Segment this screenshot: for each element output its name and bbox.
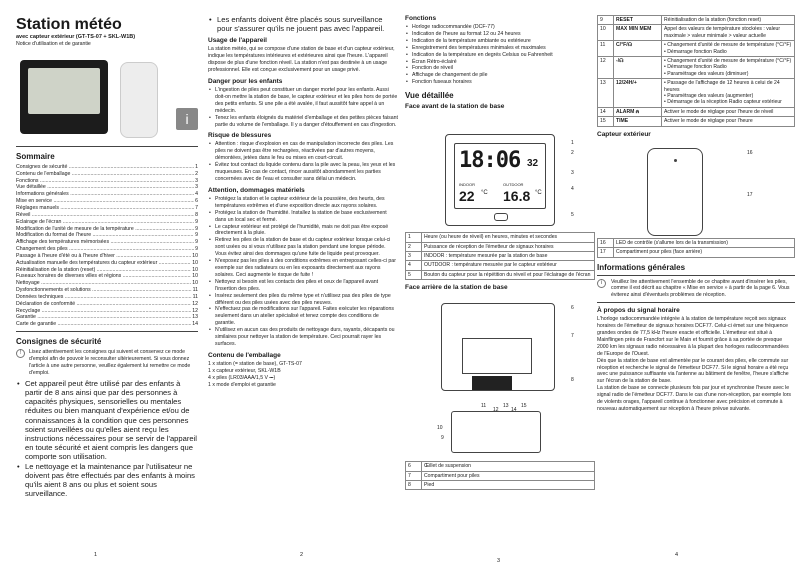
toc-entry: [16, 280, 198, 287]
damage-title: Attention, dommages matériels: [208, 186, 305, 194]
bullet-item: • Le nettoyage et la maintenance par l'utilisateur ne doivent pas être effectués par des enfants à moins qu'ils aient 8 ans ou plus et soient sous surveillance.: [16, 462, 198, 499]
toc-entry-page: 8: [195, 211, 198, 218]
safety-note-text: Lisez attentivement les consignes qui suivent et conservez ce mode d'emploi afin de pouvoir le reconsulter ultérieurement. Si vous donnez l'article à une autre personne, veuillez également lui remettre ce mode d'emploi.: [29, 349, 191, 376]
bullet-item: • Protégez la station de l'humidité. Installez la station de base exclusivement dans un local sec et fermé.: [208, 210, 398, 224]
toc-entry: [16, 184, 198, 191]
warning-icon: !: [16, 349, 25, 358]
callout-1: 1: [571, 140, 574, 147]
bullet-item: • Nettoyez si besoin est les contacts des piles et ceux de l'appareil avant l'insertion des piles.: [208, 279, 398, 293]
toc-entry-page: 10: [192, 280, 198, 287]
front-diagram: [405, 112, 595, 230]
table-row: [598, 25, 795, 41]
bullet-item: • N'utilisez en aucun cas des produits de nettoyage durs, rayants, décapants ou similaires pour nettoyer la station de température. Ceci pourrait rayer les surfaces.: [208, 327, 398, 348]
toc-entry-name: Données techniques .....: [16, 294, 192, 301]
view-title: Vue détaillée: [405, 91, 454, 101]
toc-entry-name: Contenu de l'emballage .....: [16, 171, 194, 178]
doc-title: Station météo: [16, 16, 122, 33]
table-row: [406, 471, 595, 480]
toc-entry-page: 12: [192, 300, 198, 307]
battery-compartment: [462, 338, 532, 374]
bullet-item: • Protégez la station et le capteur extérieur de la poussière, des heurts, des températures extrêmes et d'une exposition directe aux rayons solaires.: [208, 196, 398, 210]
row-description: Compartiment pour piles (face arrière): [614, 248, 795, 257]
signal-title: À propos du signal horaire: [597, 307, 680, 315]
toc-entry-page: 10: [192, 259, 198, 266]
toc-entry-name: Déclaration de conformité .....: [16, 301, 191, 308]
toc-entry-page: 10: [192, 273, 198, 280]
table-row: [406, 251, 595, 260]
contents-item: 1 x capteur extérieur, SKL-W1B: [208, 367, 281, 374]
outdoor-label: OUTDOOR: [503, 182, 524, 188]
indoor-label: INDOOR: [459, 182, 475, 188]
row-number: 11: [598, 41, 614, 57]
toc-entry: [16, 314, 198, 321]
signal-paragraph-1: L'horloge radiocommandée intégrée à la station de température reçoit ses signaux horaires de l'émetteur de signaux horaires DCF77. Celui-ci émet sur une fréquence grandes ondes de 77,5 kHz l'heure exacte et officielle. L'émetteur est situé à Mainflingen près de Francfort sur le Main et fournit grâce à sa portée de presque 2000 km les signaux radio nécessaires à la plupart des horloges radiocommandées de l'Europe de l'Ouest.: [597, 316, 789, 357]
bullet-item: • Indication de la température ambiante ou extérieure: [405, 38, 595, 45]
toc-entry-page: 2: [195, 170, 198, 177]
page-1-column: [16, 0, 198, 567]
row-number: 8: [406, 481, 422, 490]
toc-entry-page: 9: [195, 246, 198, 253]
row-description: [662, 16, 795, 25]
toc-entry-page: 9: [195, 239, 198, 246]
row-number: 7: [406, 471, 422, 480]
callout-2: 2: [571, 150, 574, 157]
injury-title: Risque de blessures: [208, 132, 272, 140]
toc-entry-name: Fonctions .....: [16, 178, 194, 185]
lcd-screen: [454, 143, 546, 209]
callout-12: 12: [493, 407, 499, 414]
toc-entry-page: 9: [195, 232, 198, 239]
functions-title: Fonctions: [405, 15, 437, 22]
row-number: 14: [598, 107, 614, 116]
stand-foot: [472, 376, 512, 390]
info-title: Informations générales: [597, 262, 686, 272]
row-description: Œillet de suspension: [422, 462, 595, 471]
row-description: [662, 41, 795, 57]
row-description-line: Activer le mode de réglage pour l'heure: [664, 118, 753, 125]
row-number: 10: [598, 25, 614, 41]
callout-8: 8: [571, 377, 574, 384]
toc-entry: [16, 232, 198, 239]
contents-item: 1 x station (= station de base), GT-TS-07: [208, 360, 302, 367]
toc-entry-name: Garantie .....: [16, 314, 191, 321]
row-key: ALARM ⍾: [614, 107, 662, 116]
row-description-line: Activer le mode de réglage pour l'heure de réveil: [664, 108, 774, 115]
toc-entry: [16, 246, 198, 253]
back-diagram: [405, 293, 595, 461]
seconds-display: 32: [527, 158, 539, 170]
bullet-item: • Indication de la température en degrés Celsius ou Fahrenheit: [405, 52, 595, 59]
row-number: 17: [598, 248, 614, 257]
page-number: 2: [300, 552, 304, 558]
injury-bullets: [208, 141, 398, 182]
row-description-line: • Passage de l'affichage de 12 heures à celui de 24 heures: [664, 80, 780, 93]
toc-entry-page: 1: [195, 163, 198, 170]
indoor-temp: 22: [459, 188, 475, 205]
row-description: OUTDOOR : température mesurée par le capteur extérieur: [422, 261, 595, 270]
children-title: Danger pour les enfants: [208, 78, 283, 86]
outdoor-unit: °C: [535, 190, 542, 197]
table-row: [406, 233, 595, 242]
back-title: Face arrière de la station de base: [405, 284, 508, 292]
row-number: 3: [406, 251, 422, 260]
toc-entry: [16, 164, 198, 171]
callout-6: 6: [571, 305, 574, 312]
bullet-item: • Fonction de réveil: [405, 65, 595, 72]
toc-entry-page: 9: [195, 225, 198, 232]
toc-entry-page: 7: [195, 204, 198, 211]
toc-entry-name: Actualisation manuelle des températures du capteur extérieur .....: [16, 260, 191, 267]
contents-title: Contenu de l'emballage: [208, 351, 281, 359]
bullet-item: • N'exposez pas les piles à des conditions extrêmes en entreposant celles-ci par exemple sur des radiateurs ou en les exposants directement aux rayons solaires. Ceci augmente le risque de fuite !: [208, 258, 398, 279]
row-number: 6: [406, 462, 422, 471]
sommaire-title: Sommaire: [16, 151, 55, 161]
toc-entry-name: Éclairage de l'écran .....: [16, 219, 194, 226]
bullet-item: • Insérez seulement des piles du même type et n'utilisez pas des piles de type différent ou des piles usées avec des piles neuves.: [208, 293, 398, 307]
table-of-contents: [16, 164, 198, 328]
toc-entry-name: Fuseaux horaires de diverses villes et régions .....: [16, 273, 191, 280]
bullet-item: • Enregistrement des températures minimales et maximales: [405, 45, 595, 52]
row-description: Puissance de réception de l'émetteur de signaux horaires: [422, 242, 595, 251]
safety-note: [16, 349, 198, 377]
led-dot: [674, 159, 677, 162]
toc-entry: [16, 253, 198, 260]
row-description-line: Appel des valeurs de température stockées : valeur maximale > valeur minimale > valeur actuelle: [664, 26, 781, 39]
toc-entry: [16, 260, 198, 267]
toc-entry-page: 9: [195, 218, 198, 225]
table-row: [598, 248, 795, 257]
toc-entry-name: Modification de l'unité de mesure de la température .....: [16, 226, 194, 233]
contents-item: 1 x mode d'emploi et garantie: [208, 381, 276, 388]
table-row: [406, 261, 595, 270]
indoor-unit: °C: [481, 190, 488, 197]
table-row: [598, 107, 795, 116]
front-title: Face avant de la station de base: [405, 103, 505, 111]
bullet-item: • Attention : risque d'explosion en cas de manipulation incorrecte des piles. Les piles ne doivent pas être rechargées, réactivées par d'autres moyens, démontées, jetées dans le feu ou mises en court-circuit.: [208, 141, 398, 162]
callout-7: 7: [571, 333, 574, 340]
bullet-item: • Fonction fuseaux horaires: [405, 79, 595, 86]
table-row: [598, 16, 795, 25]
station-front-outline: [445, 134, 555, 226]
outdoor-temp: 16.8: [503, 188, 531, 205]
toc-entry-page: 10: [192, 266, 198, 273]
outdoor-sensor-illustration: [120, 62, 158, 138]
functions-list: [405, 24, 595, 86]
safety-bullets: [16, 379, 198, 499]
toc-entry-name: Vue détaillée .....: [16, 184, 194, 191]
row-number: 1: [406, 233, 422, 242]
row-number: 16: [598, 238, 614, 247]
toc-entry-page: 12: [192, 307, 198, 314]
sensor-diagram: [597, 140, 795, 238]
toc-entry-name: Réinitialisation de la station (reset) .....: [16, 267, 191, 274]
row-description-line: • Changement d'unité de mesure de température (°C/°F): [664, 42, 792, 49]
row-key: MAX MIN MEM: [614, 25, 662, 41]
toc-entry-name: Réglages manuels .....: [16, 205, 194, 212]
toc-entry: [16, 198, 198, 205]
row-description: Bouton du capteur pour la répétition du réveil et pour l'éclairage de l'écran: [422, 270, 595, 279]
toc-entry: [16, 219, 198, 226]
row-number: 12: [598, 57, 614, 79]
sensor-legend-table: [597, 238, 795, 258]
row-description-line: • Paramétrage des valeurs (augmenter): [664, 93, 754, 100]
toc-entry-name: Affichage des températures mémorisées .....: [16, 239, 194, 246]
toc-entry-name: Réveil .....: [16, 212, 194, 219]
info-icon: i: [176, 108, 198, 130]
callout-13: 13: [503, 403, 509, 410]
bullet-item: • Écran Rétro-éclairé: [405, 59, 595, 66]
callout-3: 3: [571, 170, 574, 177]
row-number: 4: [406, 261, 422, 270]
snooze-button: [494, 213, 508, 221]
row-description-line: • Démarrage fonction Radio: [664, 48, 727, 55]
page-number: 1: [94, 552, 98, 558]
toc-entry-page: 6: [195, 198, 198, 205]
row-description: Heure (ou heure de réveil) en heures, minutes et secondes: [422, 233, 595, 242]
front-legend-table: [405, 232, 595, 280]
toc-entry-name: Dysfonctionnements et solutions .....: [16, 287, 192, 294]
row-description-line: • Paramétrage des valeurs (diminuer): [664, 70, 749, 77]
page-number: 3: [497, 558, 501, 564]
row-description: [662, 25, 795, 41]
toc-entry: [16, 273, 198, 280]
row-key: RESET: [614, 16, 662, 25]
children-bullets: [208, 87, 398, 128]
safety-title: Consignes de sécurité: [16, 337, 102, 347]
sensor-outline: [647, 148, 703, 236]
row-number: 5: [406, 270, 422, 279]
toc-entry: [16, 226, 198, 233]
callout-16: 16: [747, 149, 753, 156]
bullet-item: • Indication de l'heure au format 12 ou 24 heures: [405, 31, 595, 38]
toc-entry-name: Informations générales .....: [16, 191, 194, 198]
row-description: INDOOR : température mesurée par la station de base: [422, 251, 595, 260]
bullet-item: • Tenez les enfants éloignés du matériel d'emballage et des petites pièces faisant partie du volume de l'emballage. Il y a danger d'étouffement en cas d'ingestion.: [208, 115, 398, 129]
signal-paragraph-2: Dès que la station de base est alimentée par le courant des piles, elle commute sur réception et recherche le signal de l'émetteur DCF77. Si le signal horaire a été reçu avec une puissance suffisante via l'antenne au bâtiment de fenêtre, l'heure s'affiche sur l'écran de la station de base.: [597, 357, 789, 385]
toc-entry-page: 11: [192, 293, 198, 300]
sensor-title: Capteur extérieur: [597, 130, 651, 138]
toc-entry: [16, 294, 198, 301]
table-row: [406, 270, 595, 279]
bullet-item: • Évitez tout contact du liquide contenu dans la pile avec la peau, les yeux et les muqueuses. En cas de contact, rincer aussitôt abondamment les parties concernées avec de l'eau et consulter sans délai un médecin.: [208, 162, 398, 183]
page-2-column: [208, 0, 398, 567]
buttons-table: [597, 15, 795, 127]
bullet-item: • L'ingestion de piles peut constituer un danger mortel pour les enfants. Aussi doit-on mettre la station de base, le capteur extérieur et les piles hors de portée des petits enfants. Si une pile a été avalée, il faut aussitôt faire appel à un médecin.: [208, 87, 398, 115]
toc-entry: [16, 191, 198, 198]
toc-entry-name: Changement des piles .....: [16, 246, 194, 253]
buttons-panel: [451, 411, 541, 453]
row-key: 12/24H/+: [614, 79, 662, 108]
bullet-item: • Retirez les piles de la station de base et du capteur extérieur lorsque celui-ci sont usées ou si vous n'utilisez pas la station pendant une longue période. Vous évitez ainsi des dommages qu'une fuite de liquide peut provoquer.: [208, 237, 398, 258]
contents-list: [208, 361, 398, 389]
toc-entry-name: Mise en service .....: [16, 198, 194, 205]
row-description: LED de contrôle (s'allume lors de la transmission): [614, 238, 795, 247]
callout-14: 14: [511, 407, 517, 414]
toc-entry-name: Carte de garantie .....: [16, 321, 191, 328]
page-3-column: [405, 0, 595, 567]
weather-station-illustration: [20, 60, 108, 134]
table-row: [598, 79, 795, 108]
row-number: 9: [598, 16, 614, 25]
toc-entry-name: Recyclage .....: [16, 308, 191, 315]
page-4-column: [597, 0, 795, 567]
table-row: [406, 462, 595, 471]
row-description-line: • Démarrage de la réception Radio capteur extérieur: [664, 99, 782, 106]
usage-title: Usage de l'appareil: [208, 37, 267, 45]
table-row: [598, 238, 795, 247]
row-description-line: • Démarrage fonction Radio: [664, 64, 727, 71]
bullet-item: • Le capteur extérieur est protégé de l'humidité, mais ne doit pas être exposé directement à la pluie.: [208, 224, 398, 238]
toc-entry-page: 11: [192, 287, 198, 294]
callout-4: 4: [571, 186, 574, 193]
toc-entry: [16, 178, 198, 185]
row-description: Pied: [422, 481, 595, 490]
row-description-line: • Changement d'unité de mesure de température (°C/°F): [664, 58, 792, 65]
row-number: 2: [406, 242, 422, 251]
table-row: [406, 481, 595, 490]
back-legend-table: [405, 461, 595, 490]
row-key: -/☊: [614, 57, 662, 79]
callout-10: 10: [437, 425, 443, 432]
toc-entry-page: 10: [192, 252, 198, 259]
station-back-outline: [441, 303, 555, 391]
info-note-text: Veuillez lire attentivement l'ensemble de ce chapitre avant d'insérer les piles, comme il est décrit au chapitre « Mise en service » à partir de la page 6. Vous éviterez ainsi d'éventuels problèmes de réception.: [611, 278, 790, 299]
info-note: [597, 279, 795, 300]
toc-entry: [16, 308, 198, 315]
row-key: C/°F/☊: [614, 41, 662, 57]
toc-entry-name: Modification du format de l'heure .....: [16, 232, 194, 239]
toc-entry: [16, 212, 198, 219]
bullet-item: • Cet appareil peut être utilisé par des enfants à partir de 8 ans ainsi que par des personnes à capacités physiques, sensorielles ou mentales réduites ou bien manquant d'expérience et/ou de connaissances à la condition que ces personnes soient surveillées ou qu'elles aient reçu les instructions nécessaires pour se servir de l'appareil en toute sécurité et aient compris les dangers que comporte son utilisation.: [16, 379, 198, 462]
row-description: [662, 117, 795, 126]
bullet-item: • Affichage de changement de pile: [405, 72, 595, 79]
toc-entry-page: 3: [195, 177, 198, 184]
row-key: TIME: [614, 117, 662, 126]
table-row: [598, 117, 795, 126]
table-row: [598, 57, 795, 79]
toc-entry: [16, 301, 198, 308]
time-display: 18:06: [459, 148, 521, 174]
toc-entry-name: Consignes de sécurité .....: [16, 164, 194, 171]
toc-entry-name: Nettoyage .....: [16, 280, 191, 287]
product-image: [16, 52, 198, 144]
contents-item: 4 x piles (LR03/AAA/1,5 V ⎓): [208, 374, 276, 381]
toc-entry: [16, 287, 198, 294]
info-icon: i: [597, 279, 606, 288]
toc-entry: [16, 239, 198, 246]
toc-entry: [16, 321, 198, 328]
callout-11: 11: [481, 403, 487, 410]
row-description: Compartiment pour piles: [422, 471, 595, 480]
toc-entry-page: 14: [192, 321, 198, 328]
children-supervision-bullet: • Les enfants doivent être placés sous surveillance pour s'assurer qu'ils ne jouent pas avec l'appareil.: [208, 15, 398, 33]
bullet-item: • Horloge radiocommandée (DCF-77): [405, 24, 595, 31]
callout-5: 5: [571, 212, 574, 219]
callout-15: 15: [521, 403, 527, 410]
toc-entry: [16, 205, 198, 212]
callout-17: 17: [747, 191, 753, 198]
table-row: [598, 41, 795, 57]
toc-entry-page: 3: [195, 184, 198, 191]
toc-entry: [16, 171, 198, 178]
callout-9: 9: [441, 435, 444, 442]
toc-entry-page: 4: [195, 191, 198, 198]
usage-text: La station météo, qui se compose d'une station de base et d'un capteur extérieur, indique les températures intérieures et extérieures ainsi que l'heure. L'appareil dispose de plus d'une fonction réveil. La station n'est pas destinée à un usage professionnel. Elle est conçue exclusivement pour un usage privé.: [208, 46, 395, 74]
page-number: 4: [675, 552, 679, 558]
row-description-line: Réinitialisation de la station (fonction reset): [664, 17, 762, 23]
row-description: [662, 79, 795, 108]
signal-paragraph-3: La station de base se connecte plusieurs fois par jour et synchronise l'heure avec le signal radio de l'émetteur DCF77. Dans le cas d'une non-réception, par exemple lors de violents orages, l'appareil continue à fonctionner avec précision et commute à nouveau automatiquement sur réception à l'heure prévue suivante.: [597, 385, 792, 412]
row-number: 13: [598, 79, 614, 108]
doc-subtitle: avec capteur extérieur (GT-TS-07 + SKL-W1B): [16, 34, 136, 40]
doc-notice: Notice d'utilisation et de garantie: [16, 41, 91, 47]
toc-entry: [16, 267, 198, 274]
row-description: [662, 57, 795, 79]
bullet-item: • N'effectuez pas de modifications sur l'appareil. Faites exécuter les réparations seulement dans un atelier spécialisé et tenez compte des conditions de garantie.: [208, 306, 398, 327]
toc-entry-page: 13: [192, 314, 198, 321]
row-description: [662, 107, 795, 116]
toc-entry-name: Passage à l'heure d'été ou à l'heure d'hiver .....: [16, 253, 191, 260]
row-number: 15: [598, 117, 614, 126]
damage-bullets: [208, 196, 398, 348]
table-row: [406, 242, 595, 251]
